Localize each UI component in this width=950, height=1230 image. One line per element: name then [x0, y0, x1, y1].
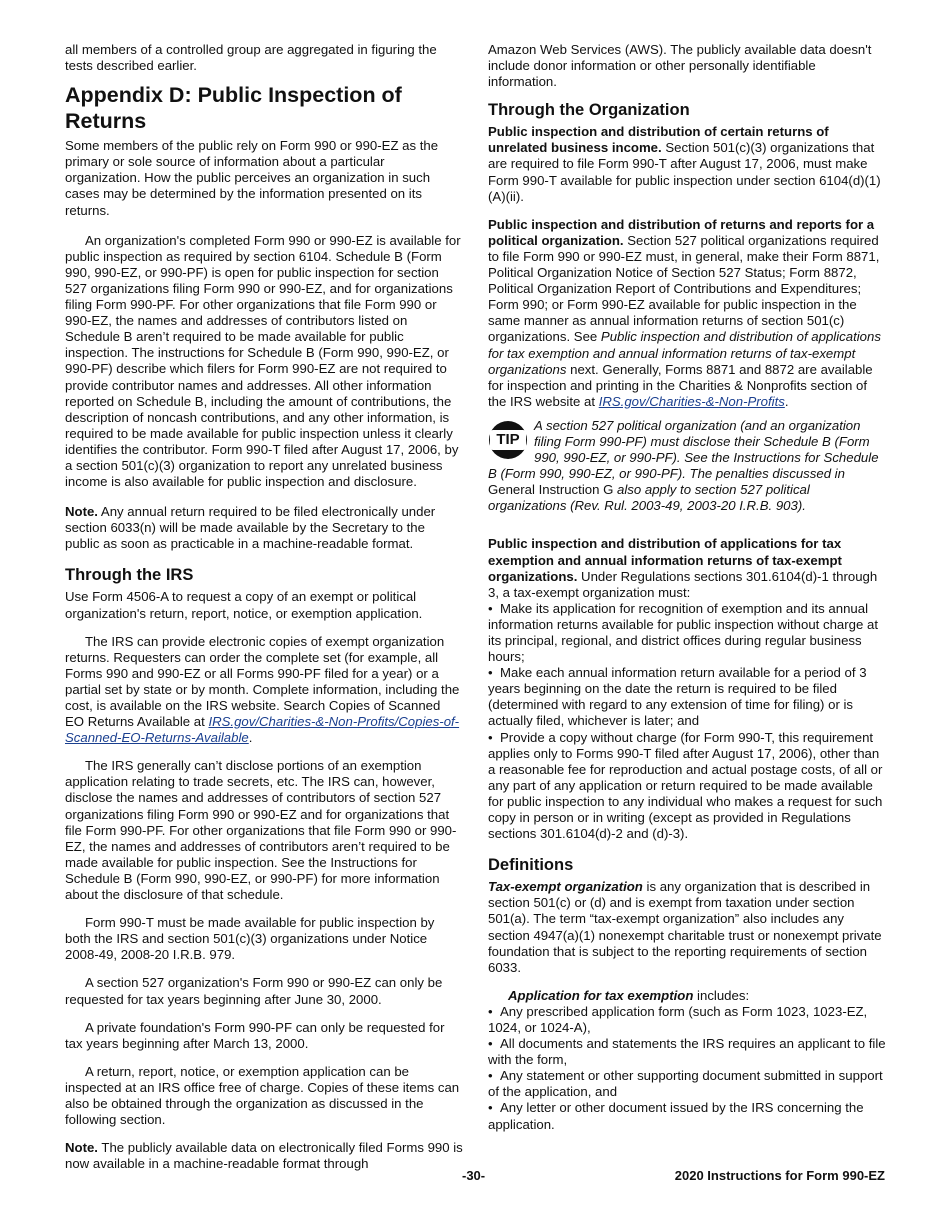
paragraph-text: is any organization that is described in section 501(c) or (d) and is exempt from taxation under section 501(a). The term “tax-exempt organization” also includes any section 4947(a)(1) nonexempt charitable trust or nonexempt private foundation that is subject to the reporting requirements of section 6033. [488, 879, 882, 975]
note-label: Note. [65, 1140, 98, 1156]
paragraph: The IRS generally can’t disclose portions of an exemption application relating to trade secrets, etc. The IRS can, however, disclose the names and addresses of contributors of section 527 organizations filing Form 990 or 990-EZ and for organizations that file Form 990-PF. For other organizations that file Form 990 or 990-EZ, the names and addresses of contributors aren’t required to be made available for public inspection. See the Instructions for Schedule B (Form 990, 990-EZ, or 990-PF) for more information about the disclosure of that schedule. [65, 758, 457, 903]
list-item: • All documents and statements the IRS requires an applicant to file with the form, [488, 1036, 886, 1068]
document-title: 2020 Instructions for Form 990-EZ [674, 1168, 885, 1183]
appendix-heading: Appendix D: Public Inspection of Returns [65, 83, 402, 134]
period: . [248, 730, 253, 746]
period: . [784, 393, 789, 409]
list-item: • Any prescribed application form (such as Form 1023, 1023-EZ, 1024, or 1024-A), [488, 1003, 868, 1035]
tip-label: TIP [490, 430, 526, 450]
paragraph [488, 217, 886, 410]
charities-link[interactable]: IRS.gov/Charities-&-Non-Profits [598, 393, 785, 409]
list-item-text: All documents and statements the IRS requires an applicant to file with the form, [488, 1036, 886, 1068]
paragraph-text: Section 527 political organizations required to file Form 990 or 990-EZ must, in general, make their Form 8871, Political Organization Notice of Section 527 Status; Form 8872, Political Organization Report of Contributions and Expenditures; Form 990; or Form 990-EZ available for public inspection in the same manner as annual information returns of section 501(c) organizations. See [488, 232, 880, 345]
scanned-eo-returns-link[interactable]: IRS.gov/Charities-&-Non-Profits/Copies-of-Scanned-EO-Returns-Available [65, 714, 460, 746]
tip-icon [488, 420, 528, 460]
bullet-list [488, 1004, 886, 1133]
list-item: • Make its application for recognition of exemption and its annual information returns available for public inspection without charge at its principal, regional, and district offices during regular business hours; [488, 600, 878, 665]
paragraph [488, 124, 886, 204]
paragraph [65, 634, 463, 747]
note-text: Any annual return required to be filed electronically under section 6033(n) will be made available by the Secretary to the public as soon as practicable in a machine-readable format. [65, 504, 436, 552]
paragraph-text: includes: [693, 987, 750, 1003]
list-item-text: Provide a copy without charge (for Form 990-T, this requirement applies only to Forms 990-T filed after August 17, 2006), other than a reasonable fee for reproduction and actual postage costs, of all or any part of any application or return required to be made available for public inspection to any individual who makes a request for such copy in person or in writing (except as provided in Regulations sections 301.6104(d)-2 and (d)-3). [488, 729, 883, 842]
defined-term: Application for tax exemption [508, 987, 694, 1003]
paragraph [488, 879, 886, 976]
paragraph-text: next. Generally, Forms 8871 and 8872 are available for inspection and printing in the Charities & Nonprofits section of the IRS website at [488, 361, 873, 409]
note-text: The publicly available data on electronically filed Forms 990 is now available in a machine-readable format through [65, 1140, 463, 1172]
tip-box [488, 418, 886, 515]
tip-text: A section 527 political organization (and an organization filing Form 990-PF) must disclose their Schedule B (Form 990, 990-EZ, or 990-PF). See the Instructions for Schedule B (Form 990, 990-EZ, or 990-PF). The penalties discussed in [488, 417, 879, 482]
list-item: • Any statement or other supporting document submitted in support of the application, and [488, 1068, 883, 1100]
paragraph: A return, report, notice, or exemption application can be inspected at an IRS office free of charge. Copies of these items can also be obtained through the organization as discussed in the following section. [65, 1063, 460, 1128]
list-item-text: Any statement or other supporting document submitted in support of the application, and [488, 1068, 883, 1100]
list-item-text: Make each annual information return available for a period of 3 years beginning on the date the return is required to be filed (determined with regard to any extension of time for filing) or is actually filed, whichever is later; and [488, 665, 867, 729]
paragraph [488, 988, 886, 1004]
list-item-text: Any prescribed application form (such as Form 1023, 1023-EZ, 1024, or 1024-A), [488, 1003, 868, 1035]
left-column [65, 42, 463, 1180]
section-heading-definitions: Definitions [488, 856, 574, 875]
paragraph: Form 990-T must be made available for public inspection by both the IRS and section 501(c)(3) organizations under Notice 2008-49, 2008-20 I.R.B. 979. [65, 915, 435, 963]
paragraph: Use Form 4506-A to request a copy of an exempt or political organization's return, report, notice, or exemption application. [65, 589, 423, 621]
bullet-list [488, 601, 886, 842]
section-heading-irs: Through the IRS [65, 566, 194, 585]
list-item: • Any letter or other document issued by the IRS concerning the application. [488, 1100, 864, 1132]
bold-lead: Public inspection and distribution of applications for tax exemption and annual information returns of tax-exempt organizations. [488, 536, 842, 584]
italic-reference: Public inspection and distribution of applications for tax exemption and annual information returns of tax-exempt organizations [488, 329, 881, 377]
tip-text-plain: General Instruction G [488, 482, 614, 498]
paragraph: Some members of the public rely on Form 990 or 990-EZ as the primary or sole source of information about a particular organization. How the public perceives an organization in such cases may be determined by the information presented on its returns. [65, 138, 439, 218]
paragraph: An organization's completed Form 990 or 990-EZ is available for public inspection as required by section 6104. Schedule B (Form 990, 990-EZ, or 990-PF) is open for public inspection for section 527 organizations filing Form 990 or 990-EZ, and for organizations filing Form 990-PF. For other organizations that file Form 990 or 990-EZ, the names and addresses of contributors listed on Schedule B aren’t required to be made available for public inspection. The instructions for Schedule B (Form 990, 990-EZ, or 990-PF) describe which filers for Form 990-EZ are not required to provide contributor names and addresses. All other information reported on Schedule B, including the amount of contributions, the description of noncash contributions, and any other information, is required to be made available for public inspection unless it clearly identifies the contributor. Form 990-T filed after August 17, 2006, by a section 501(c)(3) organization to report any unrelated business income is also available for public inspection and disclosure. [65, 232, 461, 490]
page-number: -30- [462, 1168, 486, 1183]
paragraph-text: Section 501(c)(3) organizations that are required to file Form 990-T after August 17, 2006, must make Form 990-T available for public inspection under section 6104(d)(1)(A)(ii). [488, 140, 881, 204]
list-item-text: Make its application for recognition of exemption and its annual information returns available for public inspection without charge at its principal, regional, and district offices during regular business hours; [488, 600, 878, 665]
list-item-text: Any letter or other document issued by the IRS concerning the application. [488, 1100, 864, 1132]
right-column [488, 42, 886, 1133]
defined-term: Tax-exempt organization [488, 879, 643, 895]
note-paragraph [65, 504, 463, 552]
paragraph [488, 536, 886, 600]
bold-lead: Public inspection and distribution of returns and reports for a political organization. [488, 216, 875, 248]
paragraph-text: Under Regulations sections 301.6104(d)-1 through 3, a tax-exempt organization must: [488, 568, 878, 600]
bold-lead: Public inspection and distribution of certain returns of unrelated business income. [488, 124, 829, 156]
paragraph: A private foundation's Form 990-PF can only be requested for tax years beginning after March 13, 2000. [65, 1019, 445, 1051]
paragraph: A section 527 organization's Form 990 or 990-EZ can only be requested for tax years beginning after June 30, 2000. [65, 975, 443, 1007]
list-item: • Provide a copy without charge (for Form 990-T, this requirement applies only to Forms 990-T filed after August 17, 2006), other than a reasonable fee for reproduction and actual postage costs, of all or any part of any application or return required to be made available for public inspection to any individual who makes a request for such copy in person or in writing (except as provided in Regulations sections 301.6104(d)-2 and (d)-3). [488, 729, 883, 842]
list-item: • Make each annual information return available for a period of 3 years beginning on the date the return is required to be filed (determined with regard to any extension of time for filing) or is actually filed, whichever is later; and [488, 665, 867, 729]
section-heading-organization: Through the Organization [488, 101, 690, 120]
note-label: Note. [65, 504, 98, 520]
note-paragraph [65, 1140, 463, 1172]
tip-text: also apply to section 527 political organizations (Rev. Rul. 2003-49, 2003-20 I.R.B. 903). [488, 482, 810, 514]
continuation-paragraph: Amazon Web Services (AWS). The publicly available data doesn't include donor information or other personally identifiable information. [488, 42, 872, 90]
intro-paragraph: all members of a controlled group are aggregated in figuring the tests described earlier. [65, 42, 437, 74]
paragraph-text: The IRS can provide electronic copies of exempt organization returns. Requesters can order the complete set (for example, all Forms 990 and 990-EZ or all Forms 990-PF filed for a year) or a partial set by state or by month. Complete information, including the cost, is available on the IRS website. Search Copies of Scanned EO Returns Available at [65, 633, 460, 730]
